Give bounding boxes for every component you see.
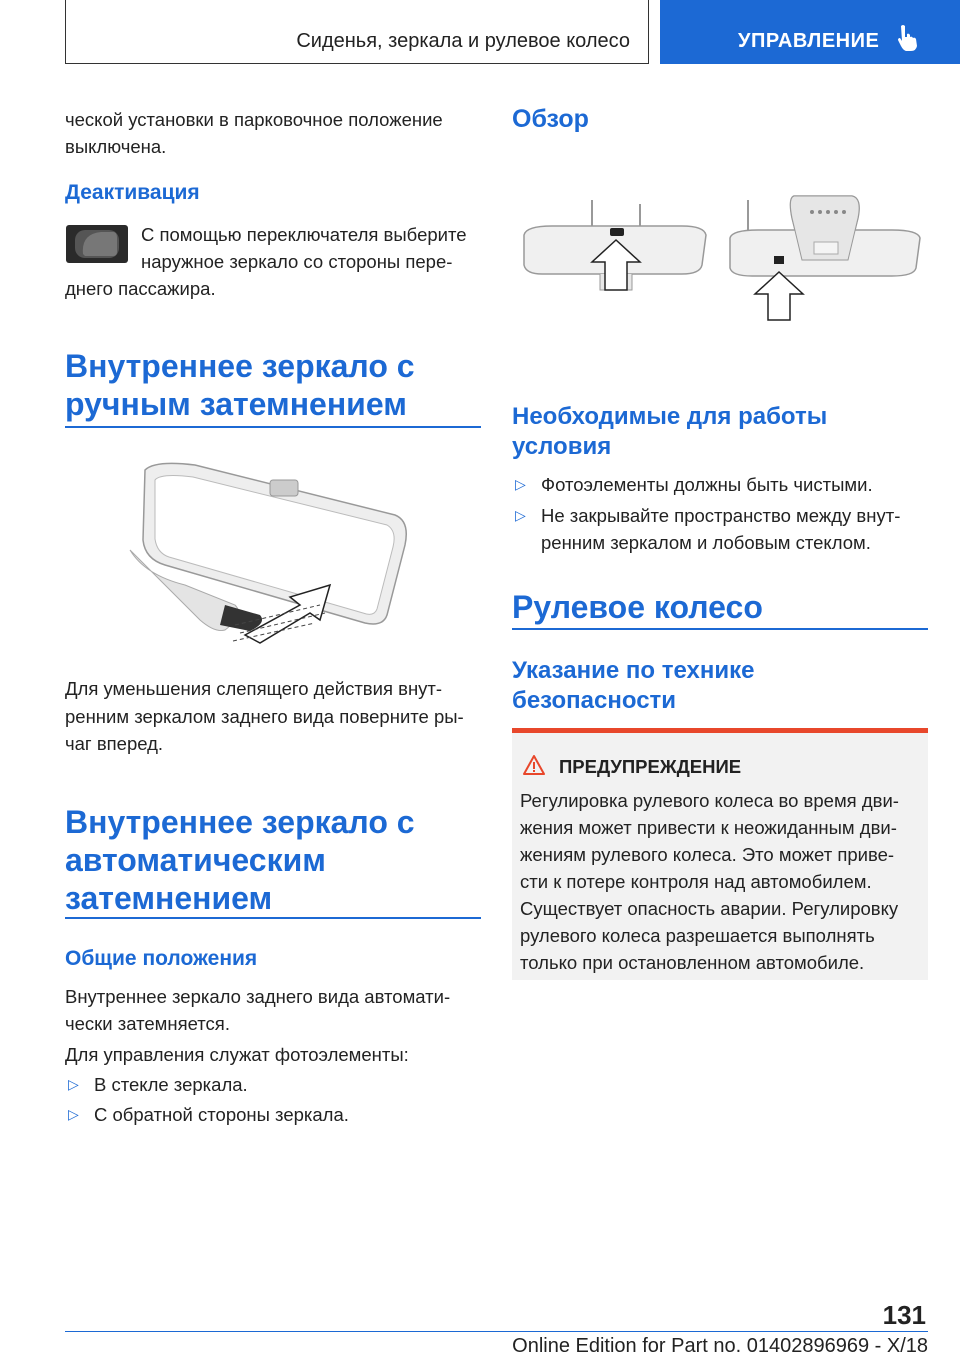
general-text-line-1: Внутреннее зеркало заднего вида автомати- <box>65 986 451 1007</box>
requirements-heading-line-1: Необходимые для работы <box>512 403 828 430</box>
intro-line-2: выключена. <box>65 136 167 157</box>
manual-text-line-2: ренним зеркалом заднего вида поверните ры- <box>65 706 464 727</box>
warning-bar <box>512 728 928 733</box>
manual-mirror-heading-line-2: ручным затемнением <box>65 386 407 422</box>
safety-heading-line-1: Указание по технике <box>512 657 755 684</box>
header-chapter-tab <box>660 0 960 64</box>
deactivation-line-2: наружное зеркало со стороны пере- <box>141 251 453 272</box>
bullet-item: В стекле зеркала. <box>94 1074 248 1095</box>
triangle-right-icon: ▷ <box>515 507 526 523</box>
page-number: 131 <box>882 1300 926 1330</box>
general-heading: Общие положения <box>65 947 258 970</box>
requirements-heading-line-2: условия <box>512 433 612 460</box>
general-text-line-3: Для управления служат фотоэлементы: <box>65 1044 409 1065</box>
triangle-right-icon: ▷ <box>68 1106 79 1122</box>
warning-line: Существует опасность аварии. Регулировку <box>520 898 899 919</box>
steering-wheel-heading: Рулевое колесо <box>512 589 763 625</box>
header-chapter-title: УПРАВЛЕНИЕ <box>738 30 880 52</box>
triangle-right-icon: ▷ <box>515 476 526 492</box>
requirements-bullet-1: Фотоэлементы должны быть чистыми. <box>541 474 873 495</box>
manual-mirror-figure <box>125 455 425 645</box>
warning-line: рулевого колеса разрешается выполнять <box>520 925 875 946</box>
safety-heading-line-2: безопасности <box>512 687 677 714</box>
warning-line: Регулировка рулевого колеса во время дви- <box>520 790 899 811</box>
warning-line: только при остановленном автомобиле. <box>520 952 865 973</box>
warning-label: ПРЕДУПРЕЖДЕНИЕ <box>559 756 742 777</box>
deactivation-line-1: С помощью переключателя выберите <box>141 224 467 245</box>
warning-line: жения может привести к неожиданным дви- <box>520 817 897 838</box>
overview-mirrors-figure <box>512 190 928 330</box>
footer-edition: Online Edition for Part no. 01402896969 - X/18 <box>512 1335 928 1357</box>
heading-rule <box>65 917 481 919</box>
manual-text-line-3: чаг вперед. <box>65 733 164 754</box>
header-section-box <box>65 0 649 64</box>
footer-rule <box>65 1331 928 1332</box>
warning-triangle-icon <box>522 754 546 776</box>
bullet-item: С обратной стороны зеркала. <box>94 1104 349 1125</box>
deactivation-line-3: днего пассажира. <box>65 278 216 299</box>
deactivation-heading: Деактивация <box>65 181 200 204</box>
mirror-switch-icon <box>65 224 129 264</box>
requirements-bullet-2-line-2: ренним зеркалом и лобовым стеклом. <box>541 532 871 553</box>
auto-mirror-heading-line-3: затемнением <box>65 880 273 916</box>
hand-pointer-icon <box>896 24 922 52</box>
manual-text-line-1: Для уменьшения слепящего действия внут- <box>65 678 443 699</box>
auto-mirror-heading-line-2: автоматическим <box>65 842 326 878</box>
intro-line-1: ческой установки в парковочное положение <box>65 109 443 130</box>
general-text-line-2: чески затемняется. <box>65 1013 230 1034</box>
overview-heading: Обзор <box>512 105 589 133</box>
warning-line: сти к потере контроля над автомобилем. <box>520 871 872 892</box>
heading-rule <box>512 628 928 630</box>
warning-line: жениям рулевого колеса. Это может приве- <box>520 844 895 865</box>
requirements-bullet-2-line-1: Не закрывайте пространство между внут- <box>541 505 901 526</box>
heading-rule <box>65 426 481 428</box>
triangle-right-icon: ▷ <box>68 1076 79 1092</box>
manual-mirror-heading-line-1: Внутреннее зеркало с <box>65 348 415 384</box>
auto-mirror-heading-line-1: Внутреннее зеркало с <box>65 804 415 840</box>
header-section-title: Сиденья, зеркала и рулевое колесо <box>296 30 630 52</box>
